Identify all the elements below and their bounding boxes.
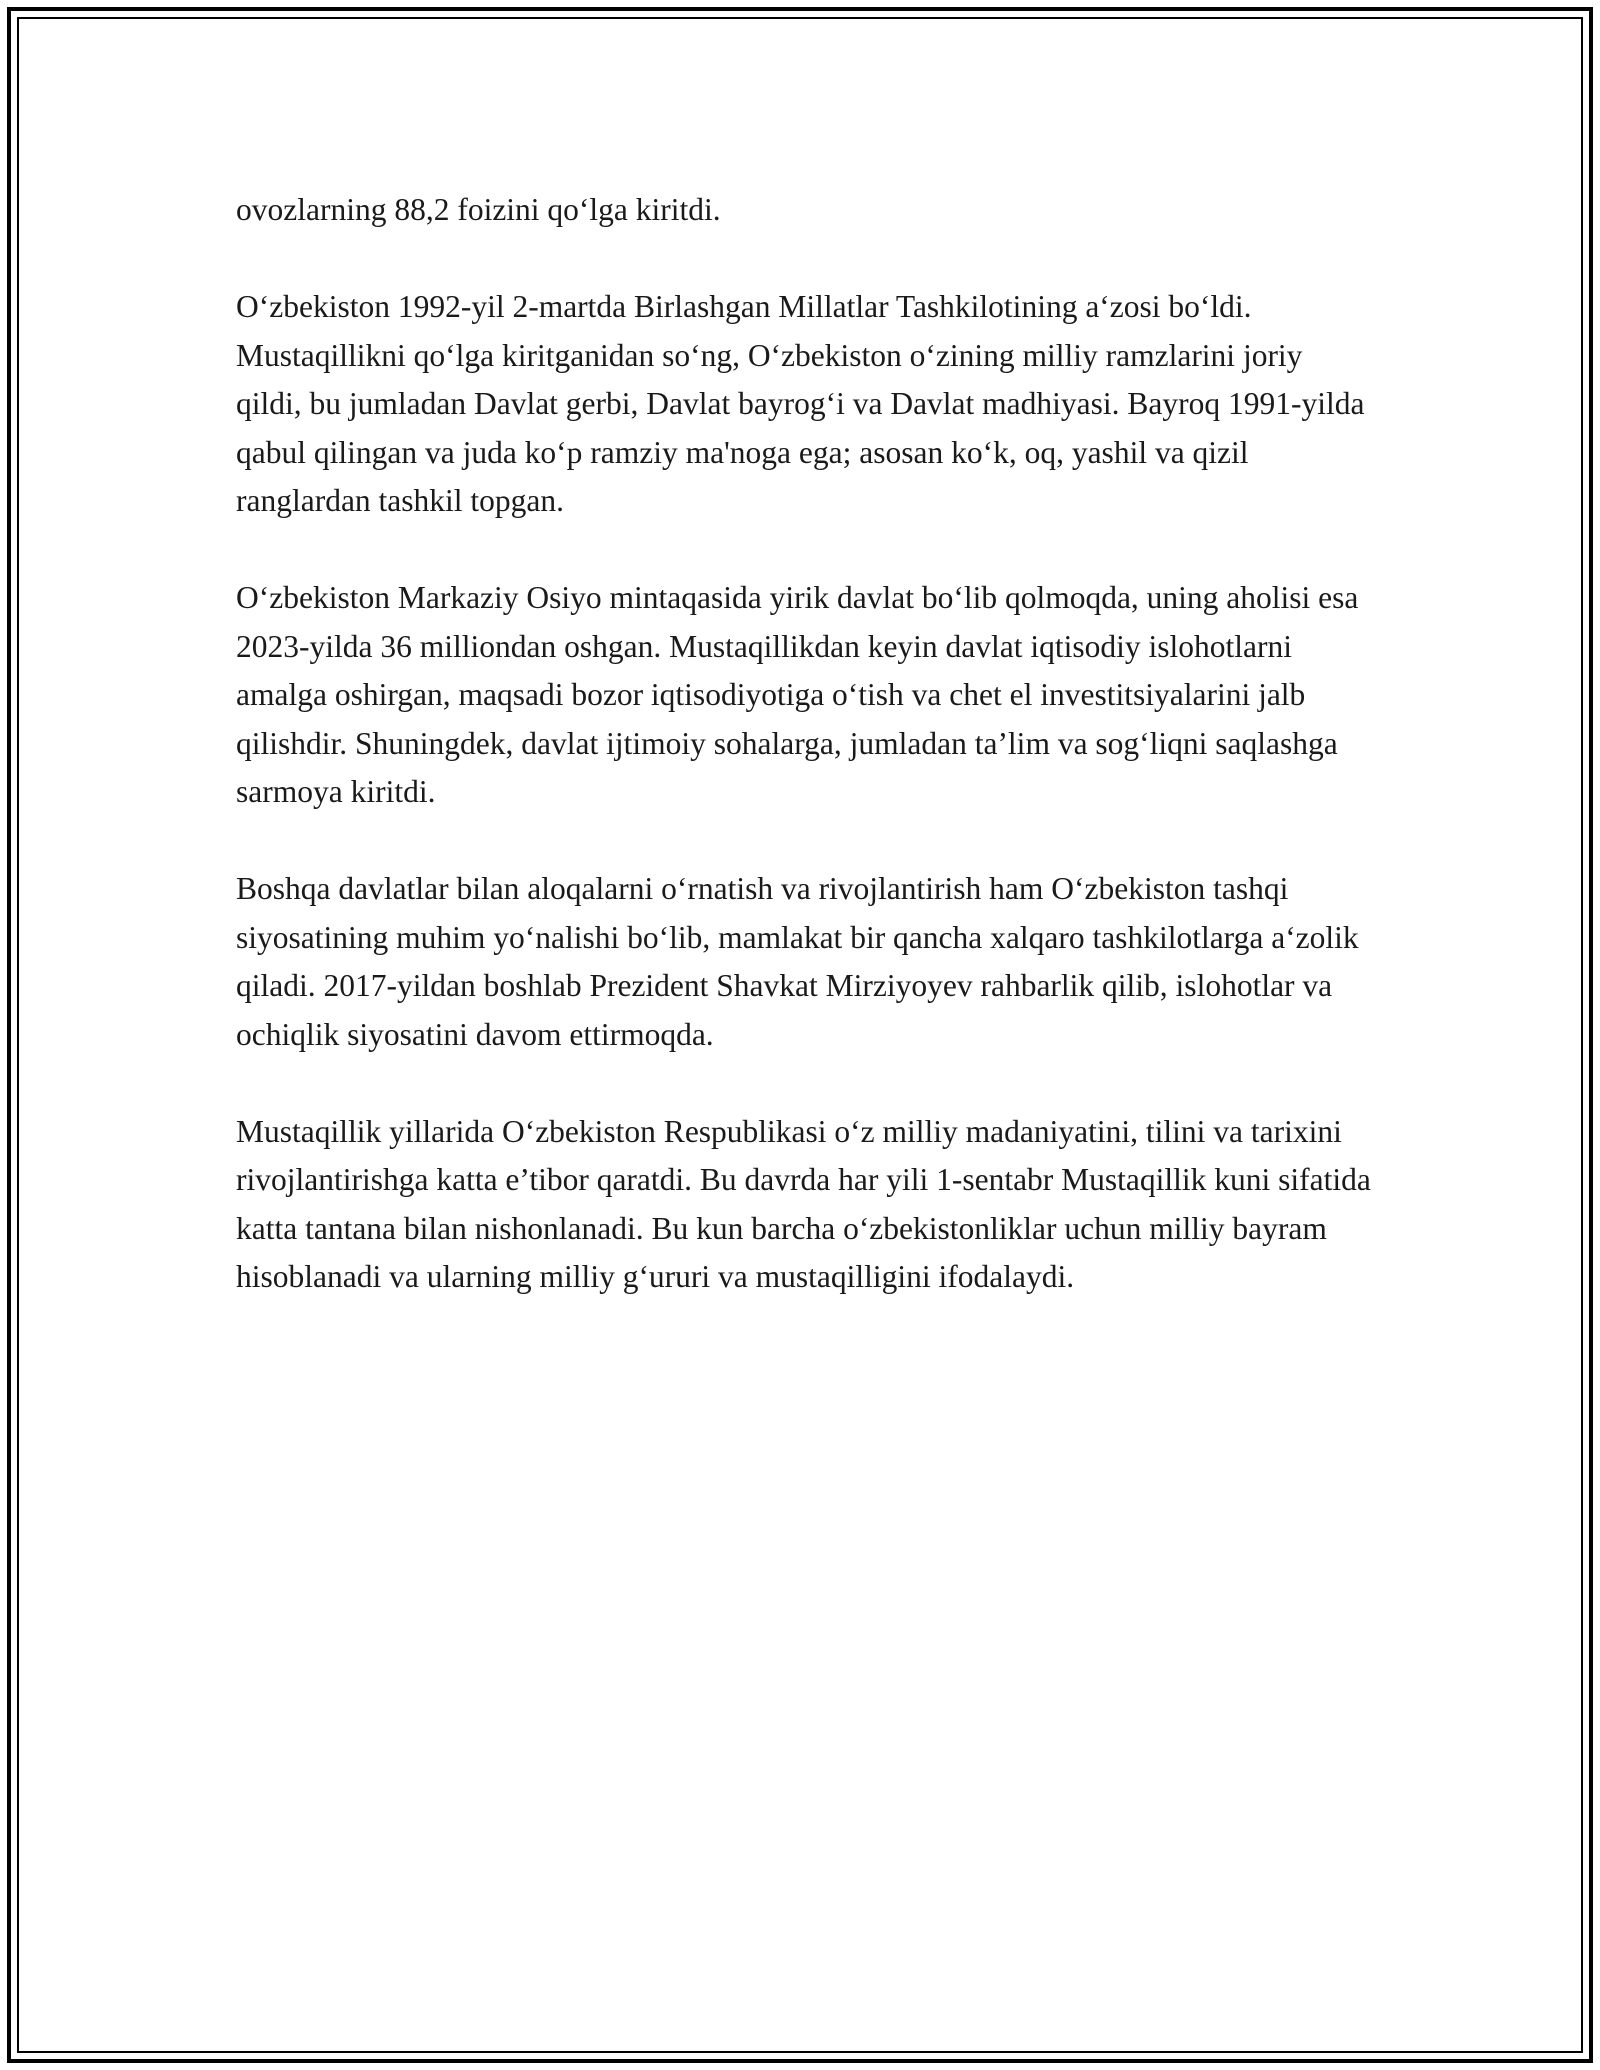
document-body xyxy=(236,186,1371,1350)
paragraph-2: O‘zbekiston 1992-yil 2-martda Birlashgan Millatlar Tashkilotining a‘zosi bo‘ldi. Mustaqillikni qo‘lga kiritganidan so‘ng, O‘zbekiston o‘zining milliy ramzlarini joriy qildi, bu jumladan Davlat gerbi, Davlat bayrog‘i va Davlat madhiyasi. Bayroq 1991-yilda qabul qilingan va juda ko‘p ramziy ma'noga ega; asosan ko‘k, oq, yashil va qizil ranglardan tashkil topgan. xyxy=(236,289,1365,518)
paragraph-4: Boshqa davlatlar bilan aloqalarni o‘rnatish va rivojlantirish ham O‘zbekiston tashqi siyosatining muhim yo‘nalishi bo‘lib, mamlakat bir qancha xalqaro tashkilotlarga a‘zolik qiladi. 2017-yildan boshlab Prezident Shavkat Mirziyoyev rahbarlik qilib, islohotlar va ochiqlik siyosatini davom ettirmoqda. xyxy=(236,871,1359,1052)
paragraph-5: Mustaqillik yillarida O‘zbekiston Respublikasi o‘z milliy madaniyatini, tilini va tarixini rivojlantirishga katta e’tibor qaratdi. Bu davrda har yili 1-sentabr Mustaqillik kuni sifatida katta tantana bilan nishonlanadi. Bu kun barcha o‘zbekistonliklar uchun milliy bayram hisoblanadi va ularning milliy g‘ururi va mustaqilligini ifodalaydi. xyxy=(236,1113,1371,1294)
paragraph-3: O‘zbekiston Markaziy Osiyo mintaqasida yirik davlat bo‘lib qolmoqda, uning aholisi esa 2023-yilda 36 milliondan oshgan. Mustaqillikdan keyin davlat iqtisodiy islohotlarni amalga oshirgan, maqsadi bozor iqtisodiyotiga o‘tish va chet el investitsiyalarini jalb qilishdir. Shuningdek, davlat ijtimoiy sohalarga, jumladan ta’lim va sog‘liqni saqlashga sarmoya kiritdi. xyxy=(236,580,1359,809)
paragraph-1: ovozlarning 88,2 foizini qo‘lga kiritdi. xyxy=(236,192,721,227)
